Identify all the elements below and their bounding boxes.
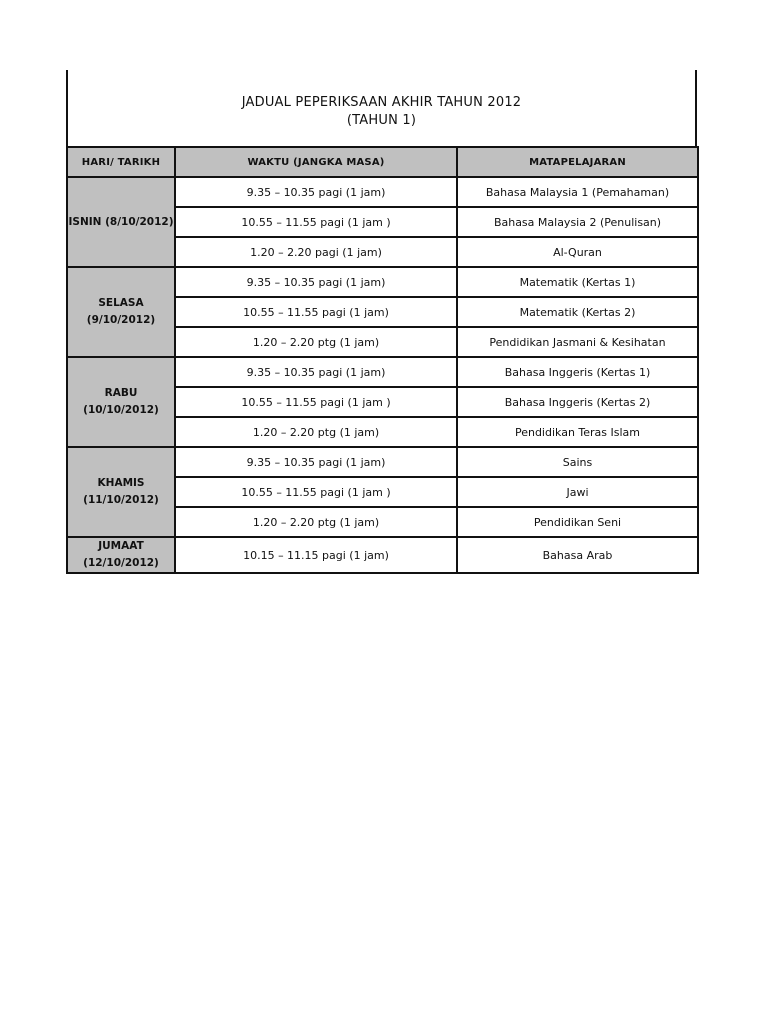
- day-label: KHAMIS: [97, 477, 145, 489]
- table-row: [67, 357, 698, 387]
- time-cell: 1.20 – 2.20 pagi (1 jam): [175, 237, 457, 267]
- day-date: (11/10/2012): [83, 494, 159, 506]
- day-label: JUMAAT: [98, 540, 144, 552]
- subject-cell: Sains: [457, 447, 698, 477]
- day-cell-selasa: [67, 267, 175, 357]
- header-time: WAKTU (JANGKA MASA): [175, 147, 457, 177]
- day-date: (9/10/2012): [86, 314, 156, 326]
- table-header-row: [67, 147, 698, 177]
- day-date: (12/10/2012): [83, 557, 159, 569]
- day-label: ISNIN (8/10/2012): [68, 215, 174, 228]
- title-frame: [66, 70, 697, 146]
- table-row: [67, 447, 698, 477]
- subject-cell: Bahasa Inggeris (Kertas 1): [457, 357, 698, 387]
- time-cell: 10.15 – 11.15 pagi (1 jam): [175, 537, 457, 573]
- time-cell: 10.55 – 11.55 pagi (1 jam ): [175, 207, 457, 237]
- time-cell: 10.55 – 11.55 pagi (1 jam ): [175, 387, 457, 417]
- day-cell-rabu: [67, 357, 175, 447]
- document-title: JADUAL PEPERIKSAAN AKHIR TAHUN 2012: [241, 95, 522, 110]
- time-cell: 9.35 – 10.35 pagi (1 jam): [175, 177, 457, 207]
- time-cell: 1.20 – 2.20 ptg (1 jam): [175, 507, 457, 537]
- time-cell: 1.20 – 2.20 ptg (1 jam): [175, 327, 457, 357]
- subject-cell: Bahasa Inggeris (Kertas 2): [457, 387, 698, 417]
- title-block: [68, 70, 695, 146]
- subject-cell: Bahasa Malaysia 1 (Pemahaman): [457, 177, 698, 207]
- subject-cell: Bahasa Malaysia 2 (Penulisan): [457, 207, 698, 237]
- day-label: SELASA: [98, 297, 144, 309]
- document-subtitle: (TAHUN 1): [346, 113, 417, 128]
- day-cell-khamis: [67, 447, 175, 537]
- subject-cell: Pendidikan Seni: [457, 507, 698, 537]
- day-cell-isnin: [67, 177, 175, 267]
- subject-cell: Matematik (Kertas 2): [457, 297, 698, 327]
- day-cell-jumaat: [67, 537, 175, 573]
- header-day: HARI/ TARIKH: [67, 147, 175, 177]
- time-cell: 10.55 – 11.55 pagi (1 jam ): [175, 477, 457, 507]
- time-cell: 9.35 – 10.35 pagi (1 jam): [175, 447, 457, 477]
- subject-cell: Al-Quran: [457, 237, 698, 267]
- subject-cell: Pendidikan Teras Islam: [457, 417, 698, 447]
- table-row: [67, 177, 698, 207]
- time-cell: 10.55 – 11.55 pagi (1 jam): [175, 297, 457, 327]
- exam-schedule-table: [66, 146, 699, 574]
- subject-cell: Pendidikan Jasmani & Kesihatan: [457, 327, 698, 357]
- table-row: [67, 537, 698, 573]
- subject-cell: Bahasa Arab: [457, 537, 698, 573]
- day-date: (10/10/2012): [83, 404, 159, 416]
- time-cell: 9.35 – 10.35 pagi (1 jam): [175, 357, 457, 387]
- subject-cell: Jawi: [457, 477, 698, 507]
- header-subject: MATAPELAJARAN: [457, 147, 698, 177]
- time-cell: 9.35 – 10.35 pagi (1 jam): [175, 267, 457, 297]
- day-label: RABU: [104, 387, 138, 399]
- table-row: [67, 267, 698, 297]
- time-cell: 1.20 – 2.20 ptg (1 jam): [175, 417, 457, 447]
- subject-cell: Matematik (Kertas 1): [457, 267, 698, 297]
